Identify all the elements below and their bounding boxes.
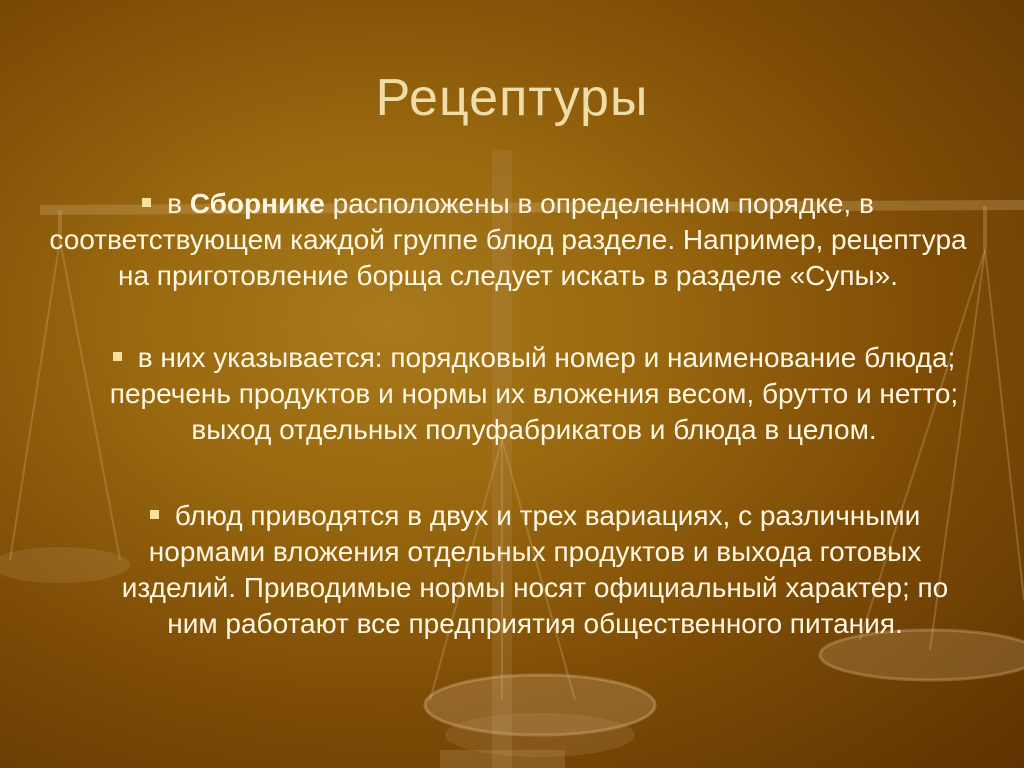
- slide-title: Рецептуры: [375, 69, 649, 127]
- bullet-3-text: блюд приводятся в двух и трех вариациях, с различными нормами вложения отдельных продуктов и выхода готовых изделий. Приводимые нормы носят официальный характер; по ним работают все предприятия общественного питания.: [121, 500, 949, 639]
- bullet-item-2: [104, 340, 964, 448]
- bullet-1-lead: в: [167, 188, 190, 219]
- square-bullet-icon: [142, 198, 151, 207]
- bullet-1-text: расположены в определенном порядке, в соответствующем каждой группе блюд разделе. Например, рецептура на приготовление борща следует искать в разделе «Супы».: [49, 188, 967, 291]
- square-bullet-icon: [113, 352, 122, 361]
- bullet-2-text: в них указывается: порядковый номер и наименование блюда; перечень продуктов и нормы их вложения весом, брутто и нетто; выход отдельных полуфабрикатов и блюда в целом.: [109, 342, 959, 445]
- bullet-1-bold-term: Сборнике: [189, 188, 325, 219]
- bullet-item-1: [44, 186, 972, 294]
- square-bullet-icon: [150, 510, 159, 519]
- bullet-item-3: [100, 498, 970, 642]
